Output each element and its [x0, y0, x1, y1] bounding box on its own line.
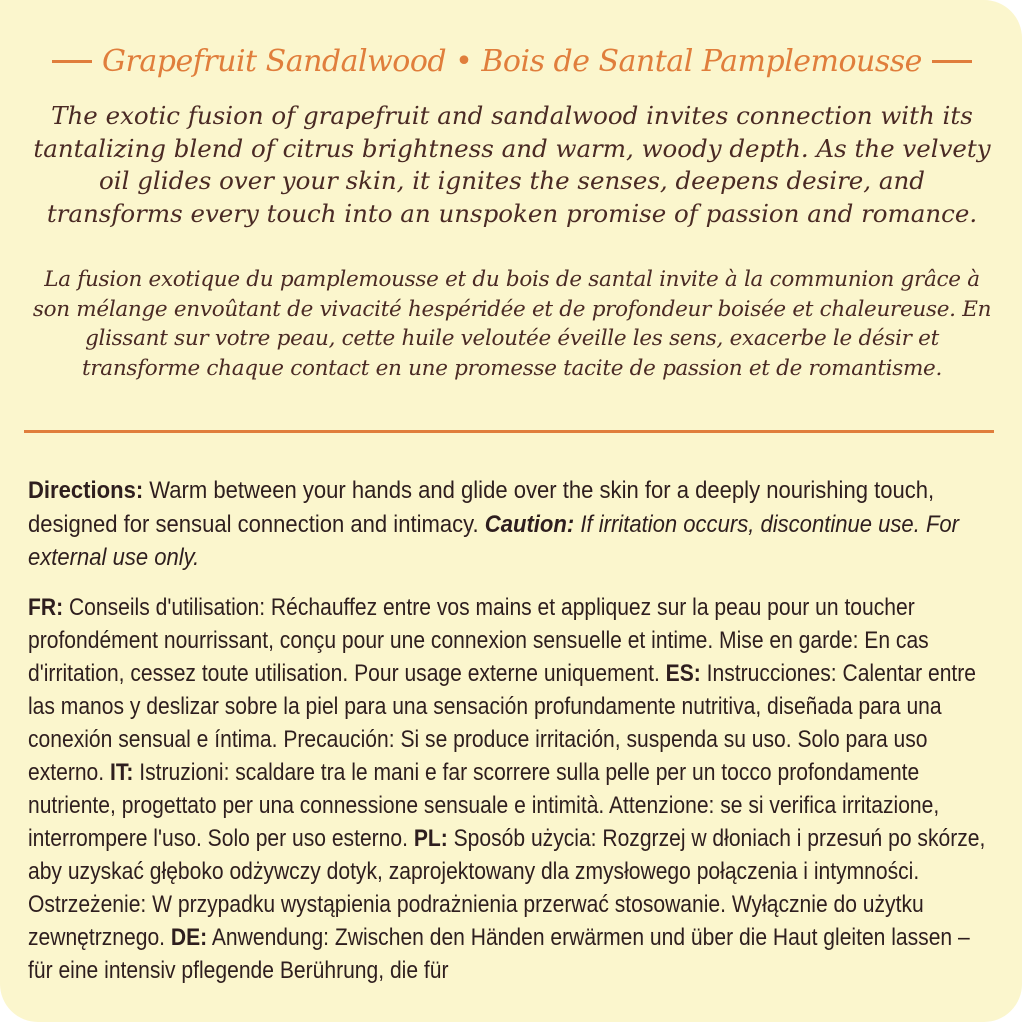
title-dash-left: [52, 60, 92, 63]
section-divider: [24, 430, 994, 433]
caution-text: If irritation occurs, discontinue use. For external use only.: [28, 510, 960, 571]
lang-text-de: Anwendung: Zwischen den Händen erwärmen und über die Haut gleiten lassen – für eine intensiv pflegende Berührung, die für: [28, 924, 970, 984]
title-dash-right: [932, 60, 972, 63]
description-english: The exotic fusion of grapefruit and sandalwood invites connection with its tantalizing blend of citrus brightness and warm, woody depth. As the velvety oil glides over your skin, it ignites the senses, deepens desire, and transforms every touch into an unspoken promise of passion and romance.: [33, 101, 991, 228]
lang-label-fr: FR:: [28, 594, 64, 621]
directions-text: Warm between your hands and glide over the skin for a deeply nourishing touch, designed for sensual connection and intimacy.: [28, 477, 935, 538]
description-french: La fusion exotique du pamplemousse et du bois de santal invite à la communion grâce à son mélange envoûtant de vivacité hespéridée et de profondeur boisée et chaleureuse. En glissant sur votre peau, cette huile veloutée éveille les sens, exacerbe le désir et transforme chaque contact en une promesse tacite de passion et de romantisme.: [32, 267, 992, 381]
lang-label-es: ES:: [665, 660, 701, 687]
lang-text-fr: Conseils d'utilisation: Réchauffez entre vos mains et appliquez sur la peau pour un toucher profondément nourrissant, conçu pour une connexion sensuelle et intime. Mise en garde: En cas d'irritation, cessez toute utilisation. Pour usage externe uniquement.: [28, 594, 929, 687]
lang-label-pl: PL:: [413, 825, 448, 852]
product-title-row: [24, 40, 1000, 82]
multilingual-directions: [28, 591, 1000, 987]
lang-text-es: Instrucciones: Calentar entre las manos y deslizar sobre la piel para una sensación profundamente nutritiva, diseñada para una conexión sensual e íntima. Precaución: Si se produce irritación, suspenda su uso. Solo para uso externo.: [28, 660, 977, 786]
directions-paragraph: [28, 474, 1000, 575]
caution-label: Caution:: [484, 510, 575, 538]
product-title: Grapefruit Sandalwood • Bois de Santal Pamplemousse: [102, 43, 922, 79]
lang-text-pl: Sposób użycia: Rozgrzej w dłoniach i przesuń po skórze, aby uzyskać głęboko odżywczy dotyk, zaprojektowany dla zmysłowego połączenia i intymności. Ostrzeżenie: W przypadku wystąpienia podrażnienia przerwać stosowanie. Wyłącznie do użytku zewnętrznego.: [28, 825, 986, 951]
lang-label-it: IT:: [109, 759, 134, 786]
lang-text-it: Istruzioni: scaldare tra le mani e far scorrere sulla pelle per un tocco profondamente nutriente, progettato per una connessione sensuale e intimità. Attenzione: se si verifica irritazione, interrompere l'uso. Solo per uso esterno.: [28, 759, 940, 852]
lang-label-de: DE:: [170, 924, 208, 951]
directions-label: Directions:: [28, 477, 144, 504]
